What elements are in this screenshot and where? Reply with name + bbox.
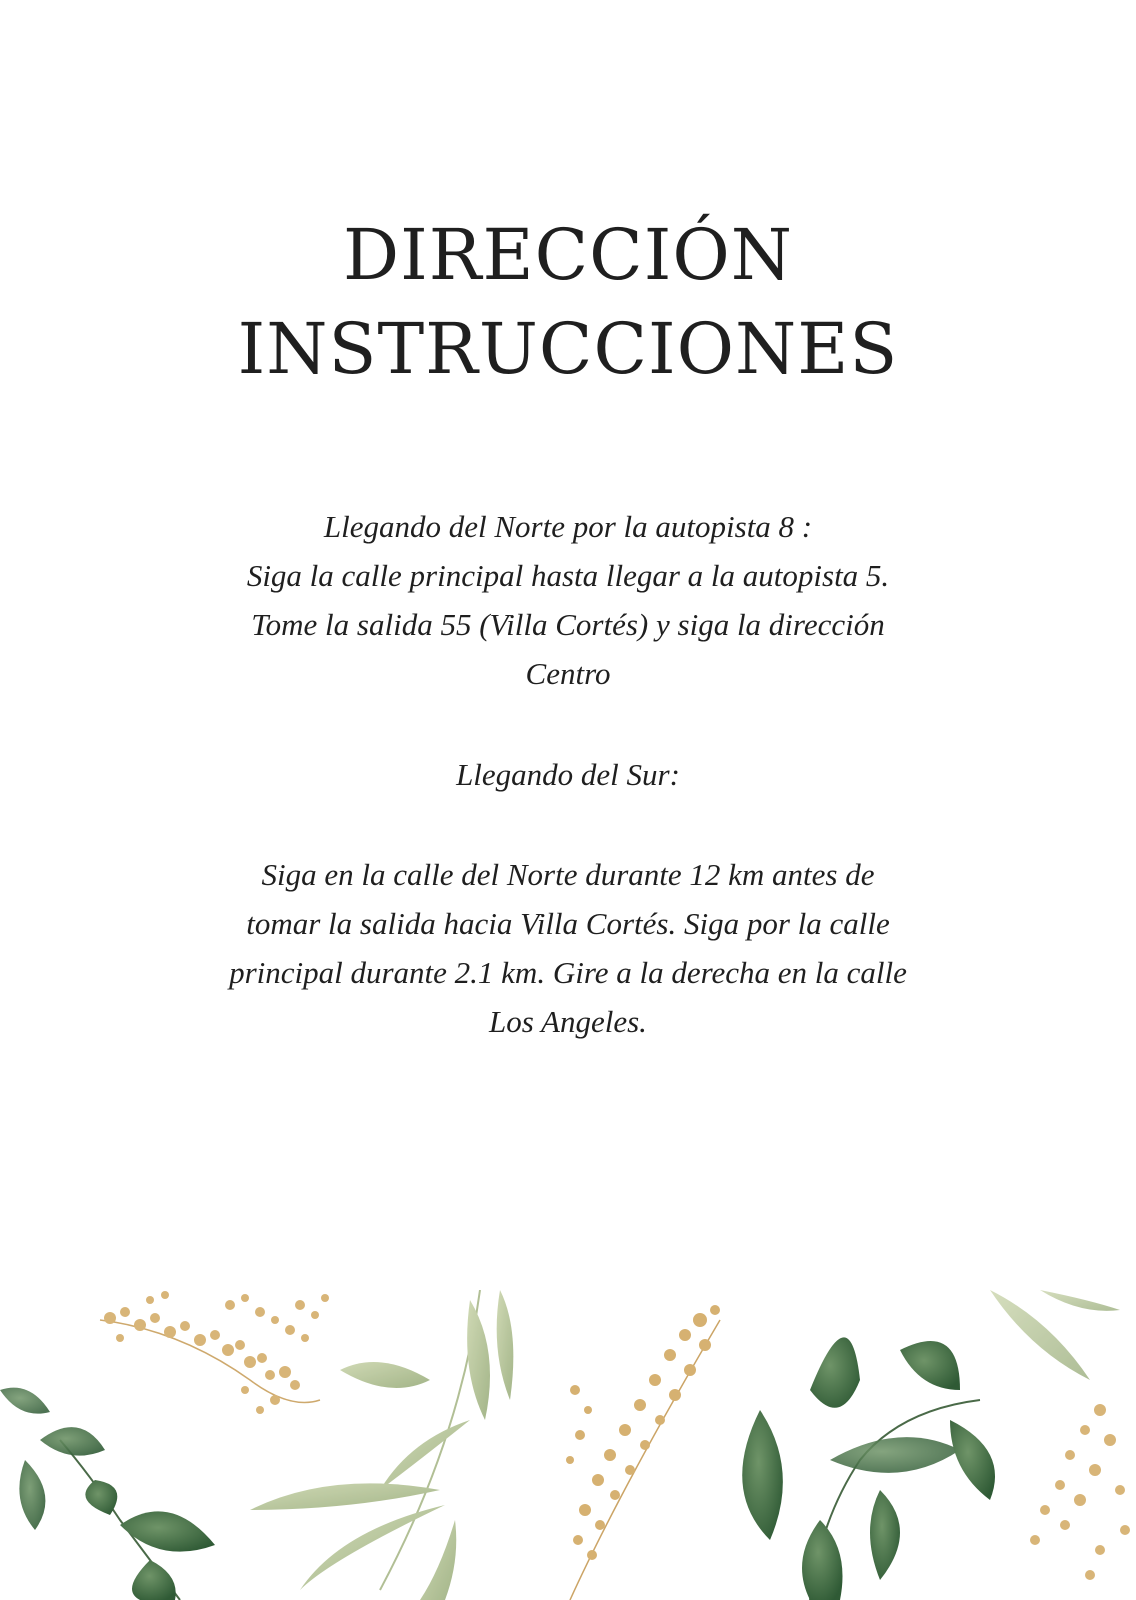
south-line: tomar la salida hacia Villa Cortés. Siga por la calle xyxy=(246,906,890,941)
page-title xyxy=(0,208,1136,396)
north-heading: Llegando del Norte por la autopista 8 : xyxy=(323,509,813,544)
willow-leaves xyxy=(250,1290,513,1600)
left-dark-branch xyxy=(0,1388,215,1600)
south-heading: Llegando del Sur: xyxy=(456,757,680,792)
light-leaves-right xyxy=(990,1290,1120,1380)
north-line: Tome la salida 55 (Villa Cortés) y siga la dirección xyxy=(251,607,885,642)
south-line: Siga en la calle del Norte durante 12 km antes de xyxy=(261,857,875,892)
right-dark-branch xyxy=(742,1337,995,1600)
north-directions xyxy=(168,502,968,698)
gold-sprig-right xyxy=(1030,1404,1130,1580)
title-line-2: INSTRUCCIONES xyxy=(237,308,899,390)
south-directions xyxy=(168,850,968,1046)
south-heading-block xyxy=(168,750,968,799)
title-line-1: DIRECCIÓN xyxy=(343,214,793,296)
gold-sprig-illustration xyxy=(100,1291,329,1414)
north-line: Centro xyxy=(525,656,611,691)
south-line: principal durante 2.1 km. Gire a la derecha en la calle xyxy=(229,955,907,990)
botanical-leaves-illustration xyxy=(0,1290,1136,1600)
gold-sprig-center xyxy=(566,1305,720,1600)
south-line: Los Angeles. xyxy=(489,1004,647,1039)
north-line: Siga la calle principal hasta llegar a la autopista 5. xyxy=(246,558,890,593)
